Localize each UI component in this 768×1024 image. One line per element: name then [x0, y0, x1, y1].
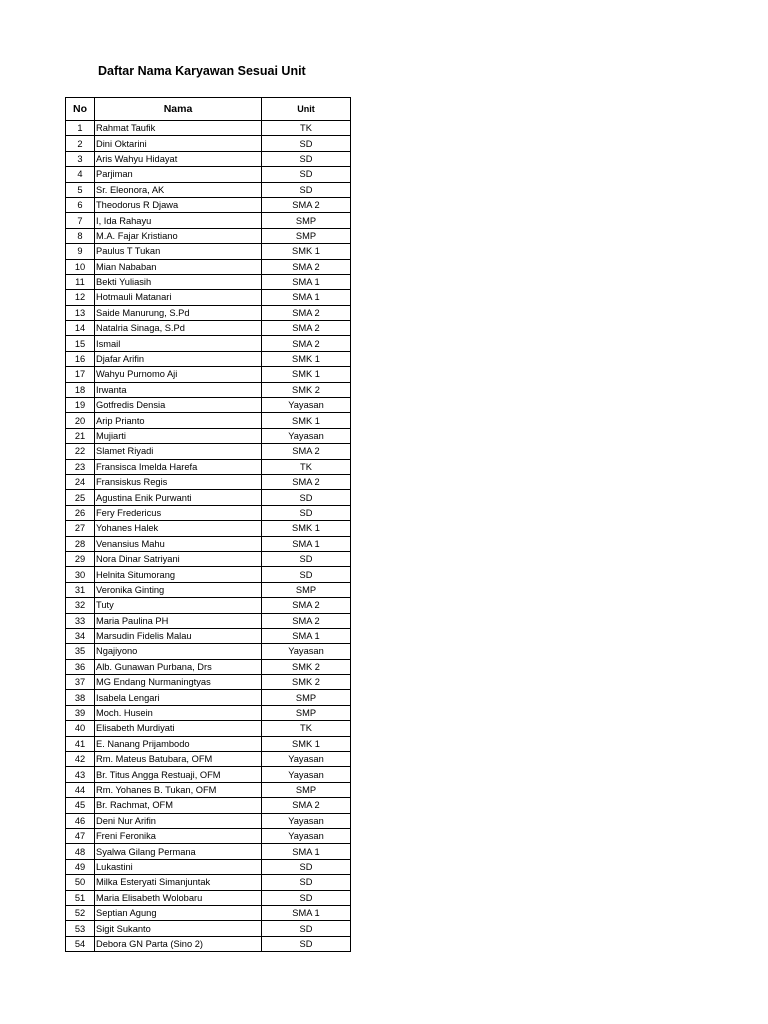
- table-row: [66, 182, 351, 197]
- table-row: [66, 351, 351, 366]
- table-row: [66, 444, 351, 459]
- table-row: [66, 505, 351, 520]
- employee-unit: SMA 1: [262, 844, 351, 859]
- employee-name: Deni Nur Arifin: [95, 813, 262, 828]
- table-row: [66, 644, 351, 659]
- employee-name: Agustina Enik Purwanti: [95, 490, 262, 505]
- row-number: 19: [66, 398, 95, 413]
- row-number: 32: [66, 598, 95, 613]
- table-row: [66, 121, 351, 136]
- row-number: 50: [66, 875, 95, 890]
- row-number: 17: [66, 367, 95, 382]
- employee-name: Yohanes Halek: [95, 521, 262, 536]
- column-header-unit: Unit: [262, 98, 351, 121]
- employee-name: Milka Esteryati Simanjuntak: [95, 875, 262, 890]
- row-number: 53: [66, 921, 95, 936]
- employee-name: Debora GN Parta (Sino 2): [95, 936, 262, 951]
- employee-name: Br. Titus Angga Restuaji, OFM: [95, 767, 262, 782]
- employee-name: I, Ida Rahayu: [95, 213, 262, 228]
- row-number: 18: [66, 382, 95, 397]
- employee-name: M.A. Fajar Kristiano: [95, 228, 262, 243]
- employee-name: Fery Fredericus: [95, 505, 262, 520]
- table-row: [66, 398, 351, 413]
- table-row: [66, 905, 351, 920]
- table-row: [66, 798, 351, 813]
- row-number: 9: [66, 244, 95, 259]
- employee-unit: Yayasan: [262, 767, 351, 782]
- employee-unit: SMP: [262, 228, 351, 243]
- table-row: [66, 244, 351, 259]
- table-row: [66, 521, 351, 536]
- employee-name: Fransisca Imelda Harefa: [95, 459, 262, 474]
- table-row: [66, 705, 351, 720]
- employee-unit: SMK 1: [262, 351, 351, 366]
- row-number: 39: [66, 705, 95, 720]
- employee-name: Tuty: [95, 598, 262, 613]
- employee-name: Alb. Gunawan Purbana, Drs: [95, 659, 262, 674]
- employee-name: Gotfredis Densia: [95, 398, 262, 413]
- employee-unit: SD: [262, 136, 351, 151]
- row-number: 16: [66, 351, 95, 366]
- employee-unit: SMK 2: [262, 675, 351, 690]
- employee-unit: SMP: [262, 690, 351, 705]
- table-row: [66, 844, 351, 859]
- table-row: [66, 567, 351, 582]
- employee-name: Isabela Lengari: [95, 690, 262, 705]
- table-row: [66, 259, 351, 274]
- employee-name: Lukastini: [95, 859, 262, 874]
- row-number: 4: [66, 167, 95, 182]
- employee-unit: SD: [262, 890, 351, 905]
- row-number: 28: [66, 536, 95, 551]
- employee-name: Maria Elisabeth Wolobaru: [95, 890, 262, 905]
- table-row: [66, 628, 351, 643]
- employee-unit: SD: [262, 151, 351, 166]
- row-number: 35: [66, 644, 95, 659]
- row-number: 15: [66, 336, 95, 351]
- employee-unit: SD: [262, 167, 351, 182]
- row-number: 36: [66, 659, 95, 674]
- table-body: [66, 121, 351, 952]
- table-row: [66, 752, 351, 767]
- table-row: [66, 675, 351, 690]
- employee-name: E. Nanang Prijambodo: [95, 736, 262, 751]
- employee-unit: SMK 1: [262, 736, 351, 751]
- employee-unit: SMA 2: [262, 444, 351, 459]
- table-row: [66, 321, 351, 336]
- table-row: [66, 290, 351, 305]
- employee-name: Wahyu Purnomo Aji: [95, 367, 262, 382]
- table-row: [66, 136, 351, 151]
- employee-unit: SMA 1: [262, 274, 351, 289]
- employee-unit: SMA 2: [262, 613, 351, 628]
- employee-name: Saide Manurung, S.Pd: [95, 305, 262, 320]
- column-header-no: No: [66, 98, 95, 121]
- employee-unit: SD: [262, 551, 351, 566]
- row-number: 20: [66, 413, 95, 428]
- employee-unit: SMA 1: [262, 290, 351, 305]
- row-number: 12: [66, 290, 95, 305]
- employee-name: Br. Rachmat, OFM: [95, 798, 262, 813]
- row-number: 14: [66, 321, 95, 336]
- employee-unit: SMA 2: [262, 321, 351, 336]
- row-number: 29: [66, 551, 95, 566]
- row-number: 2: [66, 136, 95, 151]
- employee-unit: SMA 1: [262, 536, 351, 551]
- employee-name: Mujiarti: [95, 428, 262, 443]
- table-row: [66, 813, 351, 828]
- employee-unit: SMA 2: [262, 598, 351, 613]
- employee-name: Bekti Yuliasih: [95, 274, 262, 289]
- table-row: [66, 875, 351, 890]
- employee-unit: Yayasan: [262, 428, 351, 443]
- table-row: [66, 459, 351, 474]
- employee-name: Aris Wahyu Hidayat: [95, 151, 262, 166]
- employee-unit: Yayasan: [262, 828, 351, 843]
- employee-name: Marsudin Fidelis Malau: [95, 628, 262, 643]
- table-row: [66, 613, 351, 628]
- table-row: [66, 536, 351, 551]
- employee-unit: SMA 2: [262, 305, 351, 320]
- row-number: 46: [66, 813, 95, 828]
- row-number: 41: [66, 736, 95, 751]
- row-number: 49: [66, 859, 95, 874]
- employee-unit: Yayasan: [262, 813, 351, 828]
- employee-name: Ismail: [95, 336, 262, 351]
- table-row: [66, 890, 351, 905]
- row-number: 40: [66, 721, 95, 736]
- employee-unit: SD: [262, 567, 351, 582]
- employee-name: Moch. Husein: [95, 705, 262, 720]
- employee-name: Arip Prianto: [95, 413, 262, 428]
- employee-name: Mian Nababan: [95, 259, 262, 274]
- employee-unit: TK: [262, 121, 351, 136]
- employee-unit: SMK 1: [262, 413, 351, 428]
- row-number: 22: [66, 444, 95, 459]
- table-row: [66, 659, 351, 674]
- row-number: 10: [66, 259, 95, 274]
- row-number: 25: [66, 490, 95, 505]
- employee-unit: SMA 2: [262, 474, 351, 489]
- employee-unit: SD: [262, 875, 351, 890]
- table-row: [66, 413, 351, 428]
- table-row: [66, 936, 351, 951]
- row-number: 13: [66, 305, 95, 320]
- table-row: [66, 582, 351, 597]
- row-number: 21: [66, 428, 95, 443]
- employee-unit: SD: [262, 921, 351, 936]
- table-row: [66, 474, 351, 489]
- employee-unit: SMP: [262, 782, 351, 797]
- table-row: [66, 721, 351, 736]
- row-number: 48: [66, 844, 95, 859]
- row-number: 33: [66, 613, 95, 628]
- row-number: 34: [66, 628, 95, 643]
- employee-unit: SMP: [262, 582, 351, 597]
- row-number: 37: [66, 675, 95, 690]
- table-row: [66, 305, 351, 320]
- employee-name: Sr. Eleonora, AK: [95, 182, 262, 197]
- header-row: [66, 98, 351, 121]
- table-row: [66, 213, 351, 228]
- employee-unit: Yayasan: [262, 398, 351, 413]
- employee-name: Venansius Mahu: [95, 536, 262, 551]
- employee-name: Natalria Sinaga, S.Pd: [95, 321, 262, 336]
- employee-unit: SMA 2: [262, 798, 351, 813]
- table-row: [66, 598, 351, 613]
- table-row: [66, 767, 351, 782]
- row-number: 5: [66, 182, 95, 197]
- employee-name: Paulus T Tukan: [95, 244, 262, 259]
- table-row: [66, 274, 351, 289]
- employee-unit: SMA 1: [262, 628, 351, 643]
- employee-name: Fransiskus Regis: [95, 474, 262, 489]
- row-number: 44: [66, 782, 95, 797]
- row-number: 38: [66, 690, 95, 705]
- employee-name: Syalwa Gilang Permana: [95, 844, 262, 859]
- employee-name: Theodorus R Djawa: [95, 197, 262, 212]
- employee-unit: SD: [262, 490, 351, 505]
- employee-unit: TK: [262, 721, 351, 736]
- row-number: 31: [66, 582, 95, 597]
- row-number: 8: [66, 228, 95, 243]
- employee-name: Irwanta: [95, 382, 262, 397]
- employee-name: Dini Oktarini: [95, 136, 262, 151]
- row-number: 23: [66, 459, 95, 474]
- employee-unit: Yayasan: [262, 752, 351, 767]
- table-row: [66, 859, 351, 874]
- page-title: Daftar Nama Karyawan Sesuai Unit: [98, 64, 306, 78]
- table-row: [66, 490, 351, 505]
- table-row: [66, 736, 351, 751]
- table-header: [66, 98, 351, 121]
- employee-unit: SMK 1: [262, 367, 351, 382]
- employee-table: [65, 97, 351, 952]
- employee-unit: SMK 1: [262, 244, 351, 259]
- employee-name: Nora Dinar Satriyani: [95, 551, 262, 566]
- employee-name: Septian Agung: [95, 905, 262, 920]
- row-number: 24: [66, 474, 95, 489]
- employee-unit: SMP: [262, 705, 351, 720]
- table-row: [66, 228, 351, 243]
- employee-unit: SD: [262, 859, 351, 874]
- employee-unit: Yayasan: [262, 644, 351, 659]
- employee-unit: SMA 2: [262, 336, 351, 351]
- row-number: 54: [66, 936, 95, 951]
- row-number: 30: [66, 567, 95, 582]
- employee-unit: SMA 2: [262, 197, 351, 212]
- table-row: [66, 782, 351, 797]
- employee-name: Ngajiyono: [95, 644, 262, 659]
- employee-unit: SD: [262, 182, 351, 197]
- employee-name: Veronika Ginting: [95, 582, 262, 597]
- employee-unit: SMA 1: [262, 905, 351, 920]
- table-row: [66, 151, 351, 166]
- table-row: [66, 167, 351, 182]
- table-row: [66, 367, 351, 382]
- employee-name: Rahmat Taufik: [95, 121, 262, 136]
- employee-name: Sigit Sukanto: [95, 921, 262, 936]
- row-number: 11: [66, 274, 95, 289]
- table-row: [66, 428, 351, 443]
- employee-unit: SD: [262, 505, 351, 520]
- employee-unit: SMP: [262, 213, 351, 228]
- employee-name: Rm. Mateus Batubara, OFM: [95, 752, 262, 767]
- column-header-nama: Nama: [95, 98, 262, 121]
- table-row: [66, 197, 351, 212]
- table-row: [66, 336, 351, 351]
- row-number: 42: [66, 752, 95, 767]
- employee-name: Maria Paulina PH: [95, 613, 262, 628]
- employee-name: MG Endang Nurmaningtyas: [95, 675, 262, 690]
- employee-name: Djafar Arifin: [95, 351, 262, 366]
- row-number: 47: [66, 828, 95, 843]
- employee-name: Freni Feronika: [95, 828, 262, 843]
- row-number: 51: [66, 890, 95, 905]
- employee-name: Hotmauli Matanari: [95, 290, 262, 305]
- employee-unit: SD: [262, 936, 351, 951]
- row-number: 43: [66, 767, 95, 782]
- employee-name: Slamet Riyadi: [95, 444, 262, 459]
- employee-name: Parjiman: [95, 167, 262, 182]
- row-number: 1: [66, 121, 95, 136]
- employee-unit: SMK 2: [262, 382, 351, 397]
- row-number: 26: [66, 505, 95, 520]
- employee-name: Rm. Yohanes B. Tukan, OFM: [95, 782, 262, 797]
- row-number: 7: [66, 213, 95, 228]
- table-row: [66, 690, 351, 705]
- employee-name: Elisabeth Murdiyati: [95, 721, 262, 736]
- row-number: 6: [66, 197, 95, 212]
- table-row: [66, 551, 351, 566]
- employee-unit: TK: [262, 459, 351, 474]
- employee-unit: SMA 2: [262, 259, 351, 274]
- employee-unit: SMK 1: [262, 521, 351, 536]
- employee-name: Helnita Situmorang: [95, 567, 262, 582]
- table-row: [66, 382, 351, 397]
- row-number: 52: [66, 905, 95, 920]
- table-row: [66, 921, 351, 936]
- row-number: 45: [66, 798, 95, 813]
- table-row: [66, 828, 351, 843]
- employee-unit: SMK 2: [262, 659, 351, 674]
- row-number: 3: [66, 151, 95, 166]
- row-number: 27: [66, 521, 95, 536]
